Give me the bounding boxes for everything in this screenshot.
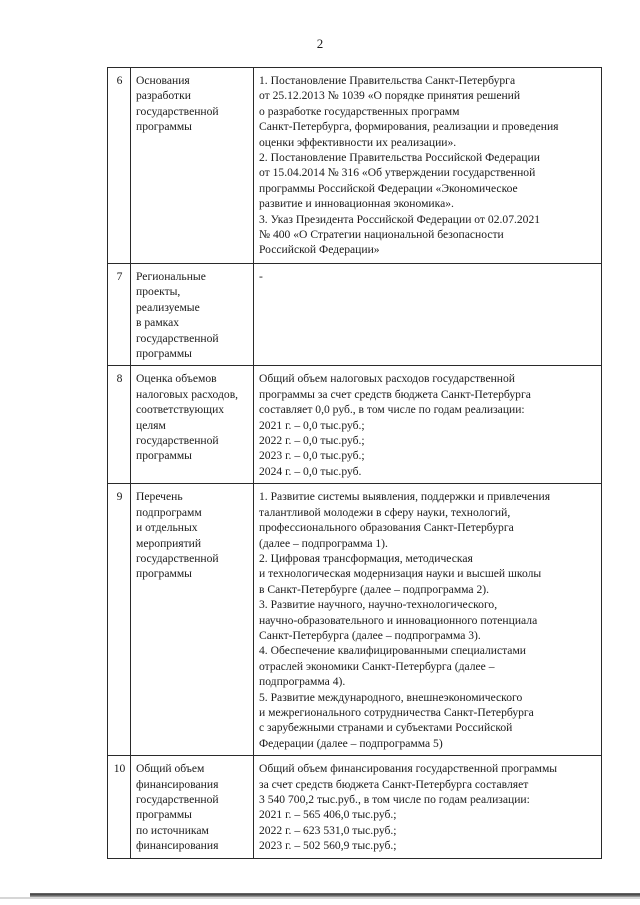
row-content-line: программы за счет средств бюджета Санкт-Петербурга [259,387,531,401]
row-content-line: 2023 г. – 0,0 тыс.руб.; [259,449,365,463]
row-content-line: с зарубежными странами и субъектами Российской [259,721,513,735]
row-title-line: программы [136,808,192,822]
row-number: 7 [108,264,131,366]
program-passport-table [107,67,602,859]
row-content-line: оценки эффективности их реализации». [259,135,457,149]
row-content [254,484,602,756]
row-content-line: от 15.04.2014 № 316 «Об утверждении государственной [259,166,536,180]
row-content [254,264,602,366]
row-content [254,68,602,264]
row-content-line: о разработке государственных программ [259,104,460,118]
row-content-line: программы Российской Федерации «Экономическое [259,181,518,195]
row-title [131,264,254,366]
row-content-line: 3. Указ Президента Российской Федерации от 02.07.2021 [259,212,541,226]
row-title-line: программы [136,347,192,361]
row-content-line: и технологическая модернизация науки и высшей школы [259,567,542,581]
row-content-line: Общий объем финансирования государственной программы [259,762,558,776]
row-content-line: отраслей экономики Санкт-Петербурга (далее – [259,659,495,673]
row-content-line: (далее – подпрограмма 1). [259,536,388,550]
row-title-line: проекты, [136,285,181,299]
row-content-line: Санкт-Петербурга, формирования, реализации и проведения [259,120,559,134]
table-row [108,68,602,264]
row-title-line: программы [136,449,192,463]
row-content-line: за счет средств бюджета Санкт-Петербурга составляет [259,777,529,791]
table-row [108,366,602,484]
row-title-line: по источникам [136,823,209,837]
row-content-line: 3. Развитие научного, научно-технологического, [259,598,498,612]
row-content-line: составляет 0,0 руб., в том числе по годам реализации: [259,403,525,417]
row-content-line: Федерации (далее – подпрограмма 5) [259,736,443,750]
row-title [131,366,254,484]
row-title-line: и отдельных [136,521,198,535]
row-title-line: целям [136,418,166,432]
row-title-line: реализуемые [136,300,200,314]
row-content-line: в Санкт-Петербурге (далее – подпрограмма 2). [259,582,490,596]
row-number: 10 [108,756,131,858]
row-content-line: 2023 г. – 502 560,9 тыс.руб.; [259,839,397,853]
row-content-line: профессионального образования Санкт-Петербурга [259,521,514,535]
row-title-line: финансирования [136,777,219,791]
row-content-line: 5. Развитие международного, внешнеэкономического [259,690,523,704]
row-content-line: от 25.12.2013 № 1039 «О порядке принятия решений [259,89,521,103]
row-content-line: 2021 г. – 565 406,0 тыс.руб.; [259,808,397,822]
row-content-line: - [259,270,263,283]
row-title-line: Перечень [136,490,183,504]
row-title-line: государственной [136,434,219,448]
row-number: 6 [108,68,131,264]
row-content [254,756,602,858]
table-row [108,756,602,858]
row-title-line: налоговых расходов, [136,387,239,401]
row-content [254,366,602,484]
row-title-line: финансирования [136,839,219,853]
row-content-line: 2. Постановление Правительства Российской Федерации [259,151,540,165]
row-content-line: 2022 г. – 623 531,0 тыс.руб.; [259,823,397,837]
row-title-line: государственной [136,793,219,806]
row-title-line: государственной [136,104,219,118]
row-title-line: мероприятий [136,536,202,550]
table-row [108,264,602,366]
row-title-line: Общий объем [136,762,205,776]
row-title-line: соответствующих [136,403,225,417]
row-content-line: 2022 г. – 0,0 тыс.руб.; [259,434,365,448]
row-content-line: подпрограмма 4). [259,675,346,689]
row-title [131,756,254,858]
row-content-line: и межрегионального сотрудничества Санкт-Петербурга [259,705,534,719]
row-title [131,484,254,756]
row-title-line: разработки [136,89,191,103]
row-content-line: Санкт-Петербурга (далее – подпрограмма 3). [259,628,481,642]
row-title-line: Оценка объемов [136,372,217,386]
row-title-line: программы [136,567,192,581]
table-row [108,484,602,756]
row-content-line: Общий объем налоговых расходов государственной [259,372,515,386]
row-title-line: подпрограмм [136,505,202,519]
row-title-line: государственной [136,551,219,565]
row-title-line: Региональные [136,270,206,283]
row-content-line: 3 540 700,2 тыс.руб., в том числе по годам реализации: [259,793,530,806]
scan-edge-line [0,897,640,899]
row-content-line: Российской Федерации» [259,243,380,257]
row-title-line: в рамках [136,316,180,330]
row-content-line: научно-образовательного и инновационного потенциала [259,613,538,627]
row-content-line: 2. Цифровая трансформация, методическая [259,551,473,565]
row-content-line: № 400 «О Стратегии национальной безопасности [259,228,504,242]
row-number: 9 [108,484,131,756]
row-content-line: 1. Постановление Правительства Санкт-Петербурга [259,74,516,87]
row-content-line: 1. Развитие системы выявления, поддержки и привлечения [259,490,551,504]
row-title [131,68,254,264]
row-title-line: Основания [136,74,190,87]
row-content-line: 4. Обеспечение квалифицированными специалистами [259,644,526,658]
row-content-line: 2021 г. – 0,0 тыс.руб.; [259,418,365,432]
row-content-line: развитие и инновационная экономика». [259,197,454,211]
row-number: 8 [108,366,131,484]
row-content-line: 2024 г. – 0,0 тыс.руб. [259,464,362,478]
row-content-line: талантливой молодежи в сферу науки, технологий, [259,505,511,519]
row-title-line: программы [136,120,192,134]
row-title-line: государственной [136,331,219,345]
page-number: 2 [316,36,324,51]
